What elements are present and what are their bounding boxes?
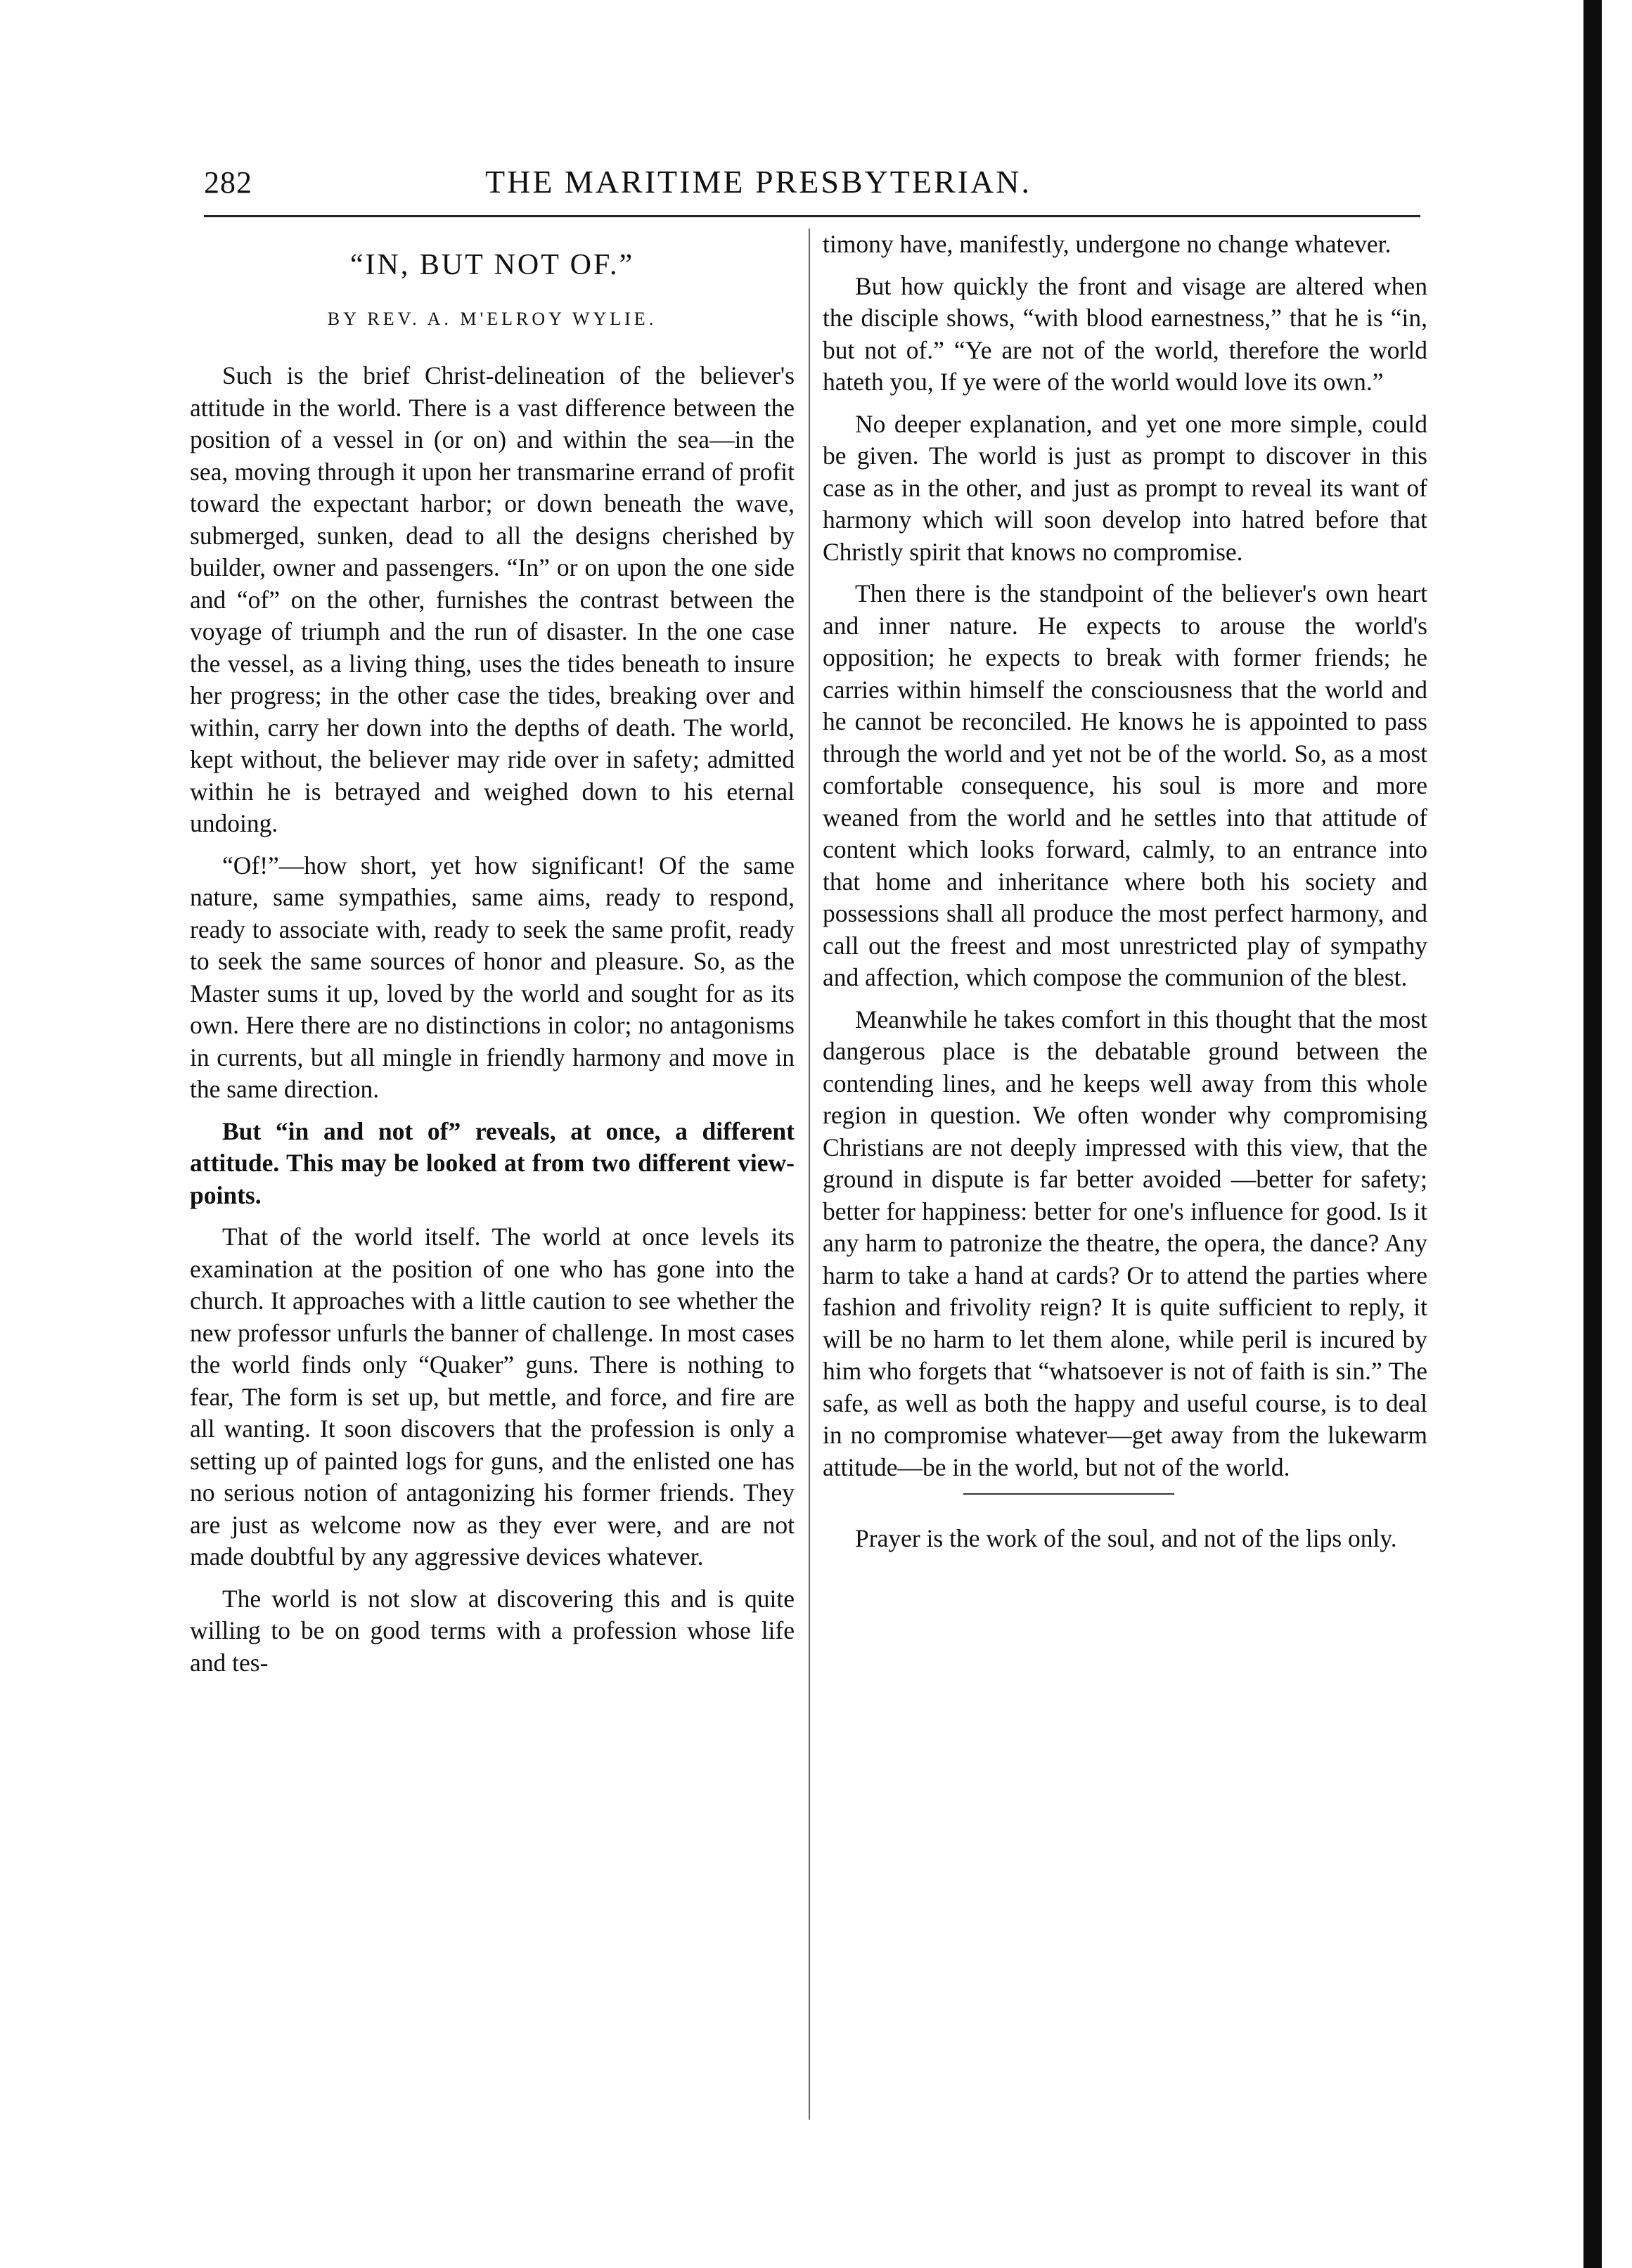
article-byline: BY REV. A. M'ELROY WYLIE. <box>327 308 657 329</box>
article-paragraph: The world is not slow at discovering this and is quite willing to be on good terms with a profession whose life and tes- <box>190 1584 795 1677</box>
column-divider <box>809 228 810 2120</box>
page-number: 282 <box>204 165 252 200</box>
article-paragraph: But how quickly the front and visage are altered when the disciple shows, “with blood earnestness,” that he is “in, but not of.” “Ye are not of the world, therefore the world hateth you, If ye were of the world would love its own.” <box>823 271 1427 396</box>
article-paragraph: Then there is the standpoint of the believer's own heart and inner nature. He expects to arouse the world's opposition; he expects to break with former friends; he carries within himself the consciousness that the world and he cannot be reconciled. He knows he is appointed to pass through the world and yet not be of the world. So, as a most comfortable consequence, his soul is more and more weaned from the world and he settles into that attitude of content which looks forward, calmly, to an entrance into that home and inheritance where both his society and possessions shall all produce the most perfect harmony, and call out the freest and most unrestricted play of sympathy and affection, which compose the communion of the blest. <box>823 579 1427 991</box>
article-title: “IN, BUT NOT OF.” <box>349 249 635 281</box>
page-header <box>204 159 1420 208</box>
header-rule <box>204 215 1420 217</box>
right-column <box>823 228 1427 1565</box>
running-title: THE MARITIME PRESBYTERIAN. <box>485 164 1032 200</box>
article-paragraph: Such is the brief Christ-delineation of the believer's attitude in the world. There is a vast difference between the position of a vessel in (or on) and within the sea—in the sea, moving through it upon her transmarine errand of profit toward the expectant harbor; or down beneath the wave, submerged, sunken, dead to all the designs cherished by builder, owner and passengers. “In” or on upon the one side and “of” on the other, furnishes the contrast between the voyage of triumph and the run of disaster. In the one case the vessel, as a living thing, uses the tides beneath to insure her progress; in the other case the tides, breaking over and within, carry her down into the depths of death. The world, kept without, the believer may ride over in safety; admitted within he is betrayed and weighed down to his eternal undoing. <box>190 361 795 837</box>
article-end-rule <box>963 1493 1174 1495</box>
article-paragraph: “Of!”—how short, yet how significant! Of the same nature, same sympathies, same aims, ready to respond, ready to associate with, ready to seek the same profit, ready to seek the same sources of honor and pleasure. So, as the Master sums it up, loved by the world and sought for as its own. Here there are no distinctions in color; no antagonisms in currents, but all mingle in friendly harmony and move in the same direction. <box>190 851 795 1103</box>
article-paragraph: No deeper explanation, and yet one more simple, could be given. The world is just as prompt to discover in this case as in the other, and just as prompt to reveal its want of harmony which will soon develop into hatred before that Christly spirit that knows no compromise. <box>823 409 1427 566</box>
article-paragraph: That of the world itself. The world at once levels its examination at the position of one who has gone into the church. It approaches with a little caution to see whether the new professor unfurls the banner of challenge. In most cases the world finds only “Quaker” guns. There is nothing to fear, The form is set up, but mettle, and force, and fire are all wanting. It soon discovers that the profession is only a setting up of painted logs for guns, and the enlisted one has no serious notion of antagonizing his former friends. They are just as welcome now as they ever were, and are not made doubtful by any aggressive devices whatever. <box>190 1223 795 1571</box>
filler-paragraph: Prayer is the work of the soul, and not of the lips only. <box>855 1524 1397 1552</box>
article-paragraph: timony have, manifestly, undergone no change whatever. <box>823 230 1392 258</box>
page-edge-rule <box>1583 0 1602 2268</box>
article-paragraph: But “in and not of” reveals, at once, a different attitude. This may be looked at from two different view-points. <box>190 1116 795 1209</box>
article-paragraph: Meanwhile he takes comfort in this thought that the most dangerous place is the debatable ground between the contending lines, and he keeps well away from this whole region in question. We often wonder why compromising Christians are not deeply impressed with this view, that the ground in dispute is far better avoided —better for safety; better for happiness: better for one's influence for good. Is it any harm to patronize the theatre, the opera, the dance? Any harm to take a hand at cards? Or to attend the parties where fashion and frivolity reign? It is quite sufficient to reply, it will be no harm to let them alone, while peril is incured by him who forgets that “whatsoever is not of faith is sin.” The safe, as well as both the happy and useful course, is to deal in no compromise whatever—get away from the lukewarm attitude—be in the world, but not of the world. <box>823 1005 1427 1481</box>
left-column <box>190 228 795 1689</box>
